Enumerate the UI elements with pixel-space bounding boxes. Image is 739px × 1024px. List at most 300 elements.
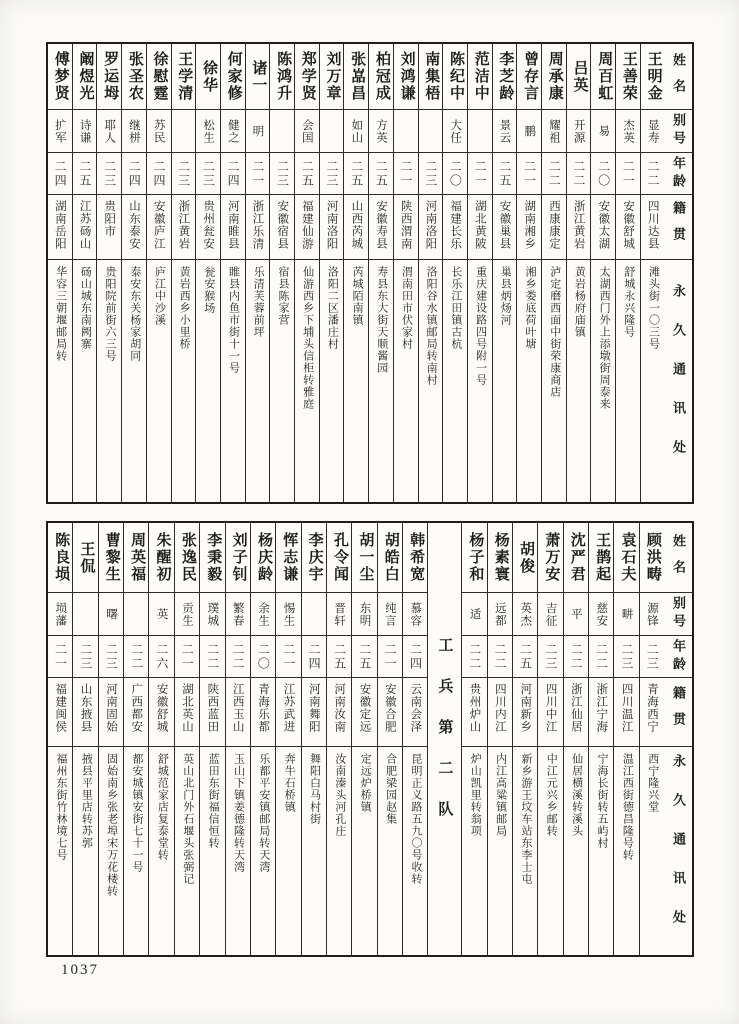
person-column — [98, 523, 123, 955]
person-name: 郑学贤 — [295, 44, 319, 110]
person-name: 王侃 — [73, 523, 97, 593]
unit-divider-label: 工兵第二队 — [427, 523, 461, 955]
person-address: 睢县内鱼市街十一号 — [227, 266, 240, 374]
person-column — [487, 523, 512, 955]
person-column — [174, 523, 199, 955]
header-age: 年龄 — [665, 153, 692, 195]
person-name: 周百虹 — [591, 44, 615, 110]
person-name: 胡皓白 — [378, 523, 402, 593]
person-column — [220, 44, 245, 502]
person-origin: 青海西宁 — [640, 678, 664, 747]
person-name: 李芝龄 — [493, 44, 517, 110]
header-alias: 别号 — [665, 110, 692, 153]
person-age: 二二 — [200, 636, 224, 678]
person-address: 炉山凯里转翁项 — [469, 753, 482, 837]
person-origin: 河南汝南 — [327, 678, 351, 747]
page-number: 1037 — [61, 962, 99, 978]
person-column — [461, 523, 486, 955]
header-alias: 别号 — [664, 593, 692, 636]
person-alias: 繁春 — [226, 593, 250, 636]
person-address: 长乐江田镇古杭 — [449, 266, 462, 350]
person-origin: 福建长乐 — [443, 195, 467, 260]
person-alias: 余生 — [251, 593, 275, 636]
person-age: 二三 — [172, 153, 196, 195]
person-age: 二一 — [175, 636, 199, 678]
person-origin: 贵州瓮安 — [196, 195, 220, 260]
person-address: 洛阳谷水镇邮局转南村 — [425, 266, 438, 386]
person-column — [48, 44, 72, 502]
person-column — [590, 44, 615, 502]
person-address: 温江西街德昌隆号转 — [621, 753, 634, 861]
person-age: 二五 — [73, 153, 97, 195]
person-address: 舒城范家店复泰堂转 — [156, 753, 169, 861]
person-address: 黄岩西乡小里桥 — [178, 266, 191, 350]
person-alias: 东明 — [352, 593, 376, 636]
person-origin: 安徽定远 — [352, 678, 376, 747]
person-column — [351, 523, 376, 955]
person-column — [418, 44, 443, 502]
person-name: 罗运坶 — [97, 44, 121, 110]
person-origin: 江苏武进 — [276, 678, 300, 747]
person-address: 英山北门外石堰头张弼记 — [181, 753, 194, 885]
person-name: 杨素寰 — [488, 523, 512, 593]
person-age: 二二 — [564, 636, 588, 678]
person-age: 二五 — [513, 636, 537, 678]
person-name: 范洁中 — [468, 44, 492, 110]
person-address: 昆明正义路五九〇号收转 — [409, 753, 422, 885]
person-name: 阚煜光 — [73, 44, 97, 110]
person-column — [96, 44, 121, 502]
person-column — [195, 44, 220, 502]
person-address: 乐都平安镇邮局转天湾 — [257, 753, 270, 873]
person-age: 二一 — [378, 636, 402, 678]
person-alias: 易 — [591, 110, 615, 153]
header-origin: 籍贯 — [664, 678, 692, 747]
person-name: 曾存言 — [517, 44, 541, 110]
person-age: 二四 — [403, 636, 427, 678]
person-name: 南集梧 — [419, 44, 443, 110]
person-column — [294, 44, 319, 502]
person-alias: 贡生 — [175, 593, 199, 636]
person-column — [377, 523, 402, 955]
person-age: 二一 — [616, 153, 640, 195]
person-age: 二二 — [567, 153, 591, 195]
person-column — [48, 523, 72, 955]
person-column — [613, 523, 638, 955]
person-name: 刘鸿谦 — [394, 44, 418, 110]
person-origin: 四川温江 — [614, 678, 638, 747]
person-alias: 方英 — [369, 110, 393, 153]
person-column — [146, 44, 171, 502]
person-address: 定远炉桥镇 — [359, 753, 372, 813]
person-name: 吕英 — [567, 44, 591, 110]
person-alias: 如山 — [344, 110, 368, 153]
person-origin: 广西都安 — [124, 678, 148, 747]
person-name: 周英福 — [124, 523, 148, 593]
person-address: 太湖西门外上添墩街周泰来 — [598, 266, 611, 410]
person-alias: 耶人 — [97, 110, 121, 153]
person-address: 宿县陈家营 — [276, 266, 289, 326]
person-alias: 松生 — [196, 110, 220, 153]
person-age: 二六 — [149, 636, 173, 678]
person-age: 二一 — [246, 153, 270, 195]
person-origin: 河南新乡 — [513, 678, 537, 747]
person-address: 汝南溱头河孔庄 — [333, 753, 346, 837]
person-alias — [270, 110, 294, 153]
person-age: 二〇 — [591, 153, 615, 195]
person-address: 合肥梁园赵集 — [384, 753, 397, 825]
person-column — [148, 523, 173, 955]
person-column — [250, 523, 275, 955]
header-name: 姓名 — [665, 44, 692, 110]
person-alias: 埙藩 — [48, 593, 72, 636]
person-alias — [124, 593, 148, 636]
person-alias: 开源 — [567, 110, 591, 153]
person-age: 二三 — [97, 153, 121, 195]
person-origin: 福建闽侯 — [48, 678, 72, 747]
person-name: 刘子钊 — [226, 523, 250, 593]
person-origin: 贵阳市 — [97, 195, 121, 260]
person-name: 胡俊 — [513, 523, 537, 593]
person-name: 袁石夫 — [614, 523, 638, 593]
person-alias: 远都 — [488, 593, 512, 636]
person-column — [171, 44, 196, 502]
person-address: 寿县东大街天顺酱园 — [375, 266, 388, 374]
person-age: 二二 — [462, 636, 486, 678]
person-origin: 安徽舒城 — [149, 678, 173, 747]
person-origin: 山东泰安 — [122, 195, 146, 260]
person-address: 奔牛石桥镇 — [283, 753, 296, 813]
person-alias — [73, 593, 97, 636]
header-origin: 籍贯 — [665, 195, 692, 260]
person-address: 新乡游王坟车站东李士屯 — [519, 753, 532, 885]
person-column — [343, 44, 368, 502]
person-name: 顾洪畴 — [640, 523, 664, 593]
person-alias: 吉征 — [538, 593, 562, 636]
person-address: 芮城陌南镇 — [351, 266, 364, 326]
person-alias: 显寿 — [641, 110, 665, 153]
person-origin: 河南洛阳 — [320, 195, 344, 260]
person-alias: 会国 — [295, 110, 319, 153]
person-name: 周承康 — [542, 44, 566, 110]
person-address: 洛阳二区潘庄村 — [326, 266, 339, 350]
person-origin: 西康康定 — [542, 195, 566, 260]
person-age: 二一 — [276, 636, 300, 678]
person-alias: 畊 — [614, 593, 638, 636]
person-alias: 大任 — [443, 110, 467, 153]
person-column — [326, 523, 351, 955]
person-age: 二三 — [99, 636, 123, 678]
person-name: 萧万安 — [538, 523, 562, 593]
person-alias: 慈安 — [589, 593, 613, 636]
person-origin: 陕西蓝田 — [200, 678, 224, 747]
person-alias: 诗谦 — [73, 110, 97, 153]
person-origin: 山东掖县 — [73, 678, 97, 747]
person-origin: 江西玉山 — [226, 678, 250, 747]
person-age: 二〇 — [251, 636, 275, 678]
person-origin: 安徽舒城 — [616, 195, 640, 260]
person-age: 二四 — [302, 636, 326, 678]
person-column — [301, 523, 326, 955]
person-name: 沈严君 — [564, 523, 588, 593]
person-age: 二三 — [419, 153, 443, 195]
person-age: 二三 — [73, 636, 97, 678]
person-name: 徐华 — [196, 44, 220, 110]
person-alias: 晋轩 — [327, 593, 351, 636]
person-column — [319, 44, 344, 502]
header-column — [665, 44, 692, 502]
person-column — [72, 523, 97, 955]
person-address: 西宁隆兴堂 — [646, 753, 659, 813]
person-age: 二三 — [270, 153, 294, 195]
person-address: 宁海长街转五屿村 — [596, 753, 609, 849]
person-name: 陈纪中 — [443, 44, 467, 110]
person-alias — [394, 110, 418, 153]
person-name: 王学清 — [172, 44, 196, 110]
person-origin: 浙江宁海 — [589, 678, 613, 747]
person-address: 舞阳白马村街 — [308, 753, 321, 825]
person-name: 张嵓昌 — [344, 44, 368, 110]
person-alias — [172, 110, 196, 153]
person-column — [245, 44, 270, 502]
person-origin: 湖北黄陂 — [468, 195, 492, 260]
person-name: 傅梦贤 — [48, 44, 72, 110]
person-origin: 湖北英山 — [175, 678, 199, 747]
person-address: 贵阳院前街六三号 — [104, 266, 117, 362]
person-column — [269, 44, 294, 502]
person-name: 柏冠成 — [369, 44, 393, 110]
person-address: 仙游西乡下埔头信柜转雅庭 — [301, 266, 314, 410]
person-origin: 河南洛阳 — [419, 195, 443, 260]
person-age: 二〇 — [443, 153, 467, 195]
person-origin: 河南舞阳 — [302, 678, 326, 747]
person-name: 王善荣 — [616, 44, 640, 110]
person-alias: 璞城 — [200, 593, 224, 636]
person-name: 张圣农 — [122, 44, 146, 110]
person-age: 二一 — [48, 636, 72, 678]
person-alias: 适 — [462, 593, 486, 636]
person-origin: 安徽合肥 — [378, 678, 402, 747]
person-alias: 扩军 — [48, 110, 72, 153]
person-age: 二二 — [226, 636, 250, 678]
person-address: 玉山下镇姜德隆转天湾 — [232, 753, 245, 873]
person-alias: 苏民 — [147, 110, 171, 153]
person-address: 瓮安猴场 — [202, 266, 215, 314]
person-alias: 继栟 — [122, 110, 146, 153]
person-address: 固始南乡张老埠宋万花楼转 — [105, 753, 118, 897]
person-name: 朱醒初 — [149, 523, 173, 593]
person-alias: 英 — [149, 593, 173, 636]
person-origin: 浙江黄岩 — [172, 195, 196, 260]
person-age: 二二 — [488, 636, 512, 678]
person-name: 曹黎生 — [99, 523, 123, 593]
header-address: 永久通讯处 — [671, 283, 687, 479]
person-address: 重庆建设路四号附一号 — [474, 266, 487, 386]
person-name: 张逸民 — [175, 523, 199, 593]
person-column — [541, 44, 566, 502]
header-age: 年龄 — [664, 636, 692, 678]
person-alias: 平 — [564, 593, 588, 636]
person-column — [512, 523, 537, 955]
roster-table-bottom — [46, 521, 694, 957]
person-column — [566, 44, 591, 502]
person-alias: 明 — [246, 110, 270, 153]
person-name: 杨子和 — [462, 523, 486, 593]
person-alias: 鹏 — [517, 110, 541, 153]
person-origin: 安徽巢县 — [493, 195, 517, 260]
person-column — [402, 523, 427, 955]
person-name: 韩希宽 — [403, 523, 427, 593]
person-address: 华容三朝堰邮局转 — [54, 266, 67, 362]
person-alias: 英杰 — [513, 593, 537, 636]
person-address: 蓝田东街福信恒转 — [207, 753, 220, 849]
person-name: 恽志谦 — [276, 523, 300, 593]
person-origin: 安徽庐江 — [147, 195, 171, 260]
person-origin: 山西芮城 — [344, 195, 368, 260]
person-column — [467, 44, 492, 502]
person-alias — [302, 593, 326, 636]
person-origin: 浙江仙居 — [564, 678, 588, 747]
person-address: 湘乡娄底荷叶塘 — [523, 266, 536, 350]
person-name: 李庆宇 — [302, 523, 326, 593]
person-column — [368, 44, 393, 502]
person-alias: 慕容 — [403, 593, 427, 636]
person-origin: 湖南岳阳 — [48, 195, 72, 260]
person-age: 二五 — [352, 636, 376, 678]
person-name: 杨庆龄 — [251, 523, 275, 593]
person-address: 掖县平里店转苏郭 — [80, 753, 93, 849]
person-name: 李秉毅 — [200, 523, 224, 593]
header-column — [664, 523, 692, 955]
person-origin: 四川中江 — [538, 678, 562, 747]
roster-table-top — [46, 42, 694, 504]
person-column — [442, 44, 467, 502]
person-origin: 安徽宿县 — [270, 195, 294, 260]
person-column — [72, 44, 97, 502]
header-address: 永久通讯处 — [670, 753, 686, 949]
person-origin: 安徽寿县 — [369, 195, 393, 260]
person-column — [640, 44, 665, 502]
person-address: 内江高粱镇邮局 — [494, 753, 507, 837]
person-alias — [468, 110, 492, 153]
person-column — [121, 44, 146, 502]
person-name: 诸一 — [246, 44, 270, 110]
person-origin: 湖南湘乡 — [517, 195, 541, 260]
person-address: 巢县炳炀河 — [499, 266, 512, 326]
header-name: 姓名 — [664, 523, 692, 593]
person-age: 二五 — [327, 636, 351, 678]
person-origin: 浙江乐清 — [246, 195, 270, 260]
person-address: 滩头街一〇三号 — [647, 266, 660, 350]
person-origin: 福建仙游 — [295, 195, 319, 260]
person-origin: 四川达县 — [641, 195, 665, 260]
person-address: 泸定磨西面中街荣康商店 — [548, 266, 561, 398]
person-address: 都安城镇安街七十一号 — [131, 753, 144, 873]
person-age: 二四 — [48, 153, 72, 195]
person-age: 二三 — [640, 636, 664, 678]
person-name: 徐慰霆 — [147, 44, 171, 110]
person-column — [615, 44, 640, 502]
person-origin: 江苏砀山 — [73, 195, 97, 260]
person-column — [563, 523, 588, 955]
person-alias: 曙 — [99, 593, 123, 636]
person-address: 中江元兴乡邮转 — [545, 753, 558, 837]
person-age: 二五 — [344, 153, 368, 195]
person-age: 二三 — [614, 636, 638, 678]
person-origin: 四川内江 — [488, 678, 512, 747]
person-column — [639, 523, 664, 955]
person-address: 砀山城东南阙寨 — [79, 266, 92, 350]
person-name: 孔令闻 — [327, 523, 351, 593]
person-column — [492, 44, 517, 502]
person-name: 王鹊起 — [589, 523, 613, 593]
person-name: 胡一尘 — [352, 523, 376, 593]
person-address: 庐江中沙溪 — [153, 266, 166, 326]
person-alias: 景云 — [493, 110, 517, 153]
person-address: 乐清芙蓉前坪 — [252, 266, 265, 338]
person-age: 二四 — [122, 153, 146, 195]
person-alias: 杰英 — [616, 110, 640, 153]
person-age: 二二 — [641, 153, 665, 195]
person-origin: 贵州炉山 — [462, 678, 486, 747]
person-address: 泰安东关杨家胡同 — [128, 266, 141, 362]
person-name: 陈鸿升 — [270, 44, 294, 110]
person-origin: 安徽太湖 — [591, 195, 615, 260]
person-address: 舒城永兴隆号 — [622, 266, 635, 338]
person-age: 二五 — [369, 153, 393, 195]
person-age: 二四 — [147, 153, 171, 195]
person-column — [199, 523, 224, 955]
person-age: 二一 — [468, 153, 492, 195]
person-column — [123, 523, 148, 955]
person-alias: 健之 — [221, 110, 245, 153]
person-age: 二五 — [493, 153, 517, 195]
person-name: 王明金 — [641, 44, 665, 110]
person-column — [516, 44, 541, 502]
person-column — [275, 523, 300, 955]
person-alias: 源锋 — [640, 593, 664, 636]
person-origin: 云南会泽 — [403, 678, 427, 747]
person-age: 二三 — [538, 636, 562, 678]
person-age: 二二 — [542, 153, 566, 195]
person-column — [537, 523, 562, 955]
person-address: 黄岩杨府庙镇 — [573, 266, 586, 338]
person-column — [225, 523, 250, 955]
person-alias: 纯言 — [378, 593, 402, 636]
person-age: 二三 — [320, 153, 344, 195]
person-age: 二一 — [517, 153, 541, 195]
person-age: 二二 — [589, 636, 613, 678]
person-age: 二二 — [124, 636, 148, 678]
person-column — [588, 523, 613, 955]
person-origin: 陕西渭南 — [394, 195, 418, 260]
person-origin: 河南固始 — [99, 678, 123, 747]
person-address: 福州东街竹林境七号 — [54, 753, 67, 861]
person-address: 渭南田市伏家村 — [400, 266, 413, 350]
person-age: 二一 — [394, 153, 418, 195]
person-origin: 浙江黄岩 — [567, 195, 591, 260]
person-alias — [419, 110, 443, 153]
person-name: 何家修 — [221, 44, 245, 110]
person-origin: 河南睢县 — [221, 195, 245, 260]
person-name: 陈良埙 — [48, 523, 72, 593]
person-age: 二三 — [196, 153, 220, 195]
person-name: 刘万章 — [320, 44, 344, 110]
person-age: 二五 — [295, 153, 319, 195]
person-age: 二四 — [221, 153, 245, 195]
person-alias — [320, 110, 344, 153]
person-alias: 耀祖 — [542, 110, 566, 153]
